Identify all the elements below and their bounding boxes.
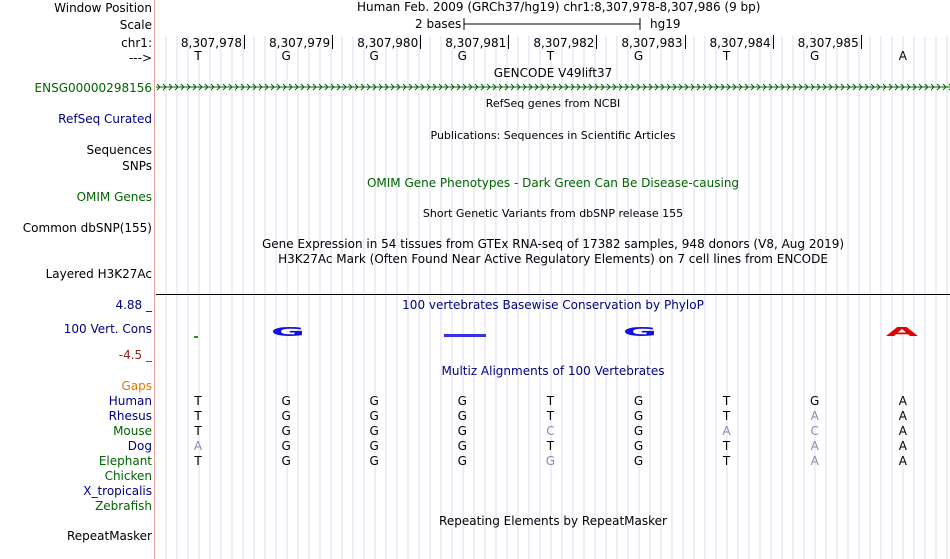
ruler-position: 8,307,981 [445,36,507,50]
ruler-position: 8,307,983 [621,36,683,50]
label-column-divider [154,0,155,559]
alignment-base: G [810,394,820,408]
alignment-base: A [810,409,819,423]
ruler-tick [596,35,597,49]
alignment-base: T [546,409,555,423]
alignment-base: A [898,424,907,438]
species-label-dog[interactable]: Dog [127,439,152,453]
strand-label: ---> [128,51,152,65]
alignment-base: C [810,424,819,438]
gtex-track-title[interactable]: Gene Expression in 54 tissues from GTEx RNA-seq of 17382 samples, 948 donors (V8, Aug 2019) [261,237,845,251]
reference-base: G [281,49,291,63]
alignment-base: T [546,439,555,453]
alignment-base: A [898,439,907,453]
window-position-value[interactable]: Human Feb. 2009 (GRCh37/hg19) chr1:8,307,978-8,307,986 (9 bp) [357,0,761,14]
phylop-label[interactable]: 100 Vert. Cons [63,322,152,336]
phylop-conservation-logo[interactable] [156,320,950,344]
alignment-base: G [281,394,291,408]
species-label-elephant[interactable]: Elephant [98,454,152,468]
alignment-base: A [810,439,819,453]
ruler-tick [508,35,509,49]
ruler-tick [244,35,245,49]
alignment-base: T [722,439,731,453]
alignment-base: G [545,454,556,468]
alignment-base: C [546,424,555,438]
ruler-tick [685,35,686,49]
ruler-position: 8,307,980 [357,36,419,50]
alignment-base: G [633,439,644,453]
snps-label[interactable]: SNPs [122,159,152,173]
phylop-min-value: -4.5 _ [118,348,152,362]
sequences-label[interactable]: Sequences [86,143,152,157]
multiz-track-title[interactable]: Multiz Alignments of 100 Vertebrates [441,364,665,378]
dbsnp-track-title[interactable]: Short Genetic Variants from dbSNP release 155 [422,207,684,220]
alignment-base: T [194,454,202,468]
phylop-letter-g-1: G [270,325,306,340]
ruler-position: 8,307,979 [269,36,331,50]
alignment-base: T [722,454,731,468]
alignment-base: G [457,424,467,438]
phylop-track-title[interactable]: 100 vertebrates Basewise Conservation by PhyloP [402,298,704,312]
chrom-label: chr1: [121,36,152,50]
ruler-tick [420,35,421,49]
scale-text: 2 bases [415,17,462,31]
ruler-tick [773,35,774,49]
gencode-gene-label[interactable]: ENSG00000298156 [34,81,152,95]
alignment-base: T [194,409,202,423]
alignment-base: G [457,409,467,423]
window-position-label: Window Position [54,1,152,15]
species-label-human[interactable]: Human [108,394,152,408]
phylop-bar-pos1 [194,336,198,338]
alignment-base: T [194,424,202,438]
scale-assembly: hg19 [650,17,681,31]
repeatmasker-track-title[interactable]: Repeating Elements by RepeatMasker [439,514,667,528]
reference-base: T [722,49,731,63]
repeatmasker-label[interactable]: RepeatMasker [66,529,152,543]
alignment-base: G [281,439,291,453]
species-label-mouse[interactable]: Mouse [113,424,152,438]
alignment-base: G [281,424,291,438]
alignment-base: A [193,439,203,453]
h3k27ac-track-title[interactable]: H3K27Ac Mark (Often Found Near Active Regulatory Elements) on 7 cell lines from ENCODE [278,252,828,266]
phylop-bar-pos4 [444,334,486,337]
alignment-base: A [722,424,731,438]
h3k27ac-label[interactable]: Layered H3K27Ac [45,267,152,281]
alignment-base: G [369,409,379,423]
ruler-position: 8,307,985 [797,36,859,50]
gencode-track-title[interactable]: GENCODE V49lift37 [493,66,613,80]
species-label-rhesus[interactable]: Rhesus [108,409,152,423]
phylop-letter-a: A [885,325,919,340]
ruler-position: 8,307,978 [180,36,242,50]
alignment-base: G [369,454,379,468]
alignment-base: G [457,454,467,468]
ruler-tick [332,35,333,49]
alignment-base: T [194,394,202,408]
alignment-base: G [281,454,291,468]
reference-base: G [810,49,820,63]
alignment-base: G [633,394,644,408]
reference-base: G [369,49,379,63]
ruler-position: 8,307,984 [709,36,771,50]
alignment-base: G [457,394,467,408]
scale-bar [462,16,644,32]
alignment-base: G [369,439,379,453]
gencode-gene-strand-arrows[interactable] [156,81,950,93]
species-label-zebrafish[interactable]: Zebrafish [95,499,152,513]
species-label-chicken[interactable]: Chicken [104,469,152,483]
alignment-base: T [722,409,731,423]
alignment-base: A [898,454,907,468]
ruler-position: 8,307,982 [533,36,595,50]
reference-base: T [546,49,555,63]
omim-track-title[interactable]: OMIM Gene Phenotypes - Dark Green Can Be Disease-causing [366,176,740,190]
alignment-base: G [369,394,379,408]
track-separator [156,294,950,295]
alignment-base: G [457,439,467,453]
dbsnp-label[interactable]: Common dbSNP(155) [22,221,152,235]
species-label-x_tropicalis[interactable]: X_tropicalis [83,484,152,498]
omim-label[interactable]: OMIM Genes [76,190,152,204]
reference-base: A [898,49,907,63]
alignment-base: A [810,454,819,468]
reference-base: T [194,49,202,63]
alignment-base: G [633,454,644,468]
alignment-base: G [369,424,379,438]
phylop-max-value: 4.88 _ [115,298,152,312]
phylop-letter-g-2: G [622,325,658,340]
refseq-label[interactable]: RefSeq Curated [58,112,152,126]
reference-base: G [457,49,467,63]
alignment-base: A [898,409,907,423]
scale-label: Scale [119,18,152,32]
publications-track-title[interactable]: Publications: Sequences in Scientific Articles [430,129,676,142]
alignment-base: A [898,394,907,408]
ruler-tick [861,35,862,49]
alignment-base: T [722,394,731,408]
refseq-track-title[interactable]: RefSeq genes from NCBI [485,97,621,110]
reference-base: G [633,49,644,63]
alignment-base: G [281,409,291,423]
gaps-label: Gaps [121,379,152,393]
alignment-base: G [633,424,644,438]
alignment-base: T [546,394,555,408]
alignment-base: G [633,409,644,423]
